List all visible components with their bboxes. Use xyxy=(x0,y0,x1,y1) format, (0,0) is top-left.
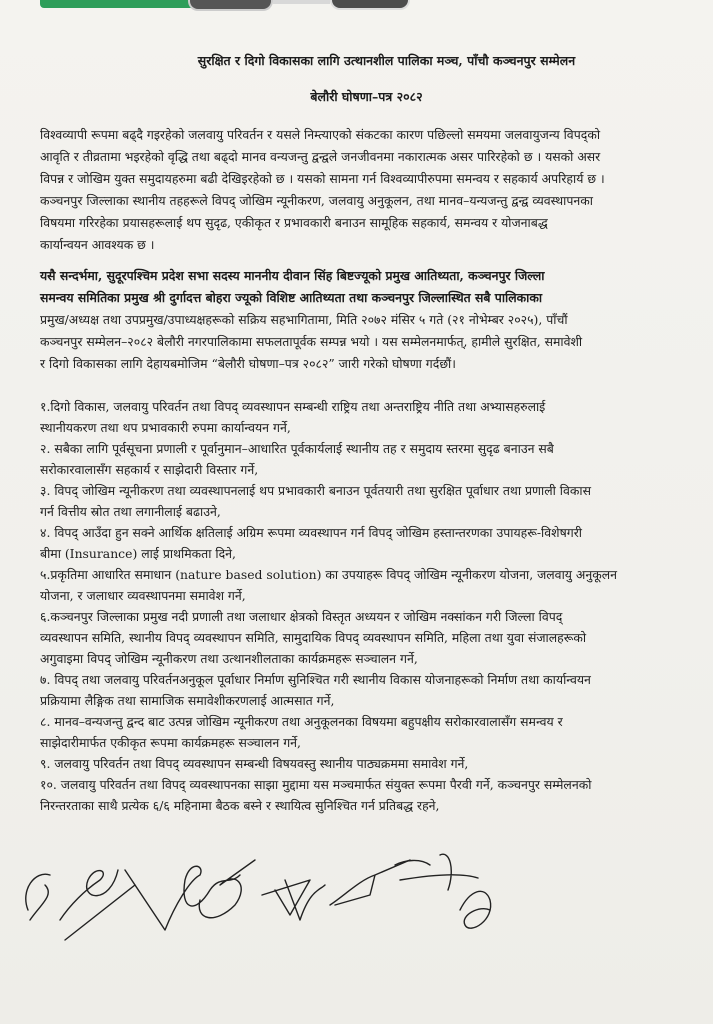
declaration-point-line: ३. विपद् जोखिम न्यूनीकरण तथा व्यवस्थापनलाई थप प्रभावकारी बनाउन पूर्वतयारी तथा सुरक्षित पूर्वाधार तथा प्रणाली विकास xyxy=(40,483,591,498)
declaration-point-line: १.दिगो विकास, जलवायु परिवर्तन तथा विपद् व्यवस्थापन सम्बन्धी राष्ट्रिय तथा अन्तराष्ट्रिय नीति तथा अभ्यासहरुलाई xyxy=(40,399,546,414)
document-subheading: बेलौरी घोषणा–पत्र २०८२ xyxy=(310,89,423,104)
declaration-point-line: ४. विपद् आउँदा हुन सक्ने आर्थिक क्षतिलाई अग्रिम रूपमा व्यवस्थापन गर्न विपद् जोखिम हस्तान्तरणका उपायहरू-विशेषगरी xyxy=(40,525,583,540)
declaration-point-line: ८. मानव–वन्यजन्तु द्वन्द बाट उत्पन्न जोखिम न्यूनीकरण तथा अनुकूलनका विषयमा बहुपक्षीय सरोकारवालासँग समन्वय र xyxy=(40,714,563,729)
signature-8 xyxy=(460,891,491,928)
declaration-point xyxy=(40,396,685,438)
signatures-area xyxy=(0,850,713,960)
context-line: समन्वय समितिका प्रमुख श्री दुर्गादत्त बोहरा ज्यूको विशिष्ट आतिथ्यता तथा कञ्चनपुर जिल्लास्थित सबै पालिकाका xyxy=(40,290,543,305)
intro-line: कार्यान्वयन आवश्यक छ । xyxy=(40,237,155,252)
header-banner-image xyxy=(40,0,520,12)
intro-line: विपन्न र जोखिम युक्त समुदायहरुमा बढी देखिइरहेको छ । यसको सामना गर्न विश्वव्यापीरुपमा समन्वय र सहकार्य अपरिहार्य छ । xyxy=(40,171,605,186)
context-line: कञ्चनपुर सम्मेलन–२०८२ बेलौरी नगरपालिकामा सफलतापूर्वक सम्पन्न भयो । यस सम्मेलनमार्फत्, हामीले सुरक्षित, समावेशी xyxy=(40,334,583,349)
declaration-point xyxy=(40,606,685,669)
declaration-point xyxy=(40,753,685,774)
signature-1 xyxy=(26,874,50,920)
declaration-point xyxy=(40,480,685,522)
declaration-point-line: सरोकारवालासँग सहकार्य र साझेदारी विस्तार गर्ने, xyxy=(40,462,259,477)
declaration-point-line: बीमा (Insurance) लाई प्राथमिकता दिने, xyxy=(40,546,236,561)
declaration-point-line: ६.कञ्चनपुर जिल्लाका प्रमुख नदी प्रणाली तथा जलाधार क्षेत्रको विस्तृत अध्ययन र जोखिम नक्सांकन गरी जिल्ला विपद् xyxy=(40,609,563,624)
signature-2 xyxy=(60,870,135,940)
declaration-point xyxy=(40,438,685,480)
declaration-point xyxy=(40,774,685,816)
declaration-point-line: साझेदारीमार्फत एकीकृत रूपमा कार्यक्रमहरू सञ्चालन गर्ने, xyxy=(40,735,301,750)
declaration-point-line: १०. जलवायु परिवर्तन तथा विपद् व्यवस्थापनका साझा मुद्दामा यस मञ्चमार्फत संयुक्त रूपमा पैरवी गर्ने, कञ्चनपुर सम्मेलनको xyxy=(40,777,592,792)
context-line: यसै सन्दर्भमा, सुदूरपश्चिम प्रदेश सभा सदस्य माननीय दीवान सिंह बिष्टज्यूको प्रमुख आतिथ्यता, कञ्चनपुर जिल्ला xyxy=(40,268,545,283)
declaration-point-line: प्रक्रियामा लैङ्गिक तथा सामाजिक समावेशीकरणलाई आत्मसात गर्ने, xyxy=(40,693,335,708)
declaration-point-line: अगुवाइमा विपद् जोखिम न्यूनीकरण तथा उत्थानशीलताका कार्यक्रमहरू सञ्चालन गर्ने, xyxy=(40,651,418,666)
signature-5 xyxy=(262,880,325,920)
declaration-point xyxy=(40,564,685,606)
banner-frame xyxy=(273,0,330,4)
declaration-point-line: निरन्तरताका साथै प्रत्येक ६/६ महिनामा बैठक बस्ने र स्थायित्व सुनिश्चित गर्न प्रतिबद्ध रहने, xyxy=(40,798,440,813)
declaration-points-list xyxy=(40,396,685,816)
declaration-point-line: स्थानीयकरण तथा थप प्रभावकारी रुपमा कार्यान्वयन गर्ने, xyxy=(40,420,291,435)
banner-glasses-right xyxy=(330,0,410,10)
banner-glasses-left xyxy=(188,0,273,11)
banner-green-strip xyxy=(40,0,195,8)
declaration-point-line: गर्न वित्तीय स्रोत तथा लगानीलाई बढाउने, xyxy=(40,504,221,519)
declaration-point-line: ९. जलवायु परिवर्तन तथा विपद् व्यवस्थापन सम्बन्धी विषयवस्तु स्थानीय पाठ्यक्रममा समावेश गर्ने, xyxy=(40,756,469,771)
signature-6 xyxy=(330,860,410,905)
intro-line: विषयमा गरिरहेका प्रयासहरूलाई थप सुदृढ, एकीकृत र प्रभावकारी बनाउन सामूहिक सहकार्य, समन्वय र योजनाबद्ध xyxy=(40,215,548,230)
intro-paragraph xyxy=(40,124,680,256)
intro-line: आवृति र तीव्रतामा भइरहेको वृद्धि तथा बढ्दो मानव वन्यजन्तु द्वन्द्वले जनजीवनमा नकारात्मक असर पारिरहेको छ । यसको असर xyxy=(40,149,601,164)
context-line: प्रमुख/अध्यक्ष तथा उपप्रमुख/उपाध्यक्षहरूको सक्रिय सहभागितामा, मिति २०७२ मंसिर ५ गते (२१ नोभेम्बर २०२५), पाँचौं xyxy=(40,312,568,327)
signature-3 xyxy=(125,866,240,930)
document-heading: सुरक्षित र दिगो विकासका लागि उत्थानशील पालिका मञ्च, पाँचौ कञ्चनपुर सम्मेलन xyxy=(197,53,576,68)
context-paragraph xyxy=(40,265,680,375)
declaration-point-line: ७. विपद् तथा जलवायु परिवर्तनअनुकूल पूर्वाधार निर्माण सुनिश्चित गरी स्थानीय विकास योजनाहरूको निर्माण तथा कार्यान्वयन xyxy=(40,672,591,687)
declaration-point-line: व्यवस्थापन समिति, स्थानीय विपद् व्यवस्थापन समिति, सामुदायिक विपद् व्यवस्थापन समिति, महिला तथा युवा संजालहरूको xyxy=(40,630,587,645)
declaration-point-line: ५.प्रकृतिमा आधारित समाधान (nature based solution) का उपयाहरू विपद् जोखिम न्यूनीकरण योजना, जलवायु अनुकूलन xyxy=(40,567,618,582)
declaration-point-line: २. सबैका लागि पूर्वसूचना प्रणाली र पूर्वानुमान–आधारित पूर्वकार्यलाई स्थानीय तह र समुदाय स्तरमा सुदृढ बनाउन सबै xyxy=(40,441,554,456)
context-line: र दिगो विकासका लागि देहायबमोजिम “बेलौरी घोषणा–पत्र २०८२” जारी गरेको घोषणा गर्दछौं। xyxy=(40,356,456,371)
declaration-point xyxy=(40,711,685,753)
intro-line: विश्वव्यापी रूपमा बढ्दै गइरहेको जलवायु परिवर्तन र यसले निम्त्याएको संकटका कारण पछिल्लो समयमा जलवायुजन्य विपद्को xyxy=(40,127,601,142)
signature-4 xyxy=(199,860,255,918)
declaration-point xyxy=(40,669,685,711)
signature-7 xyxy=(395,854,478,890)
declaration-point-line: योजना, र जलाधार व्यवस्थापनमा समावेश गर्ने, xyxy=(40,588,246,603)
intro-line: कञ्चनपुर जिल्लाका स्थानीय तहहरूले विपद् जोखिम न्यूनीकरण, जलवायु अनुकूलन, तथा मानव–यन्यजन्तु द्वन्द्व व्यवस्थापनका xyxy=(40,193,593,208)
declaration-point xyxy=(40,522,685,564)
